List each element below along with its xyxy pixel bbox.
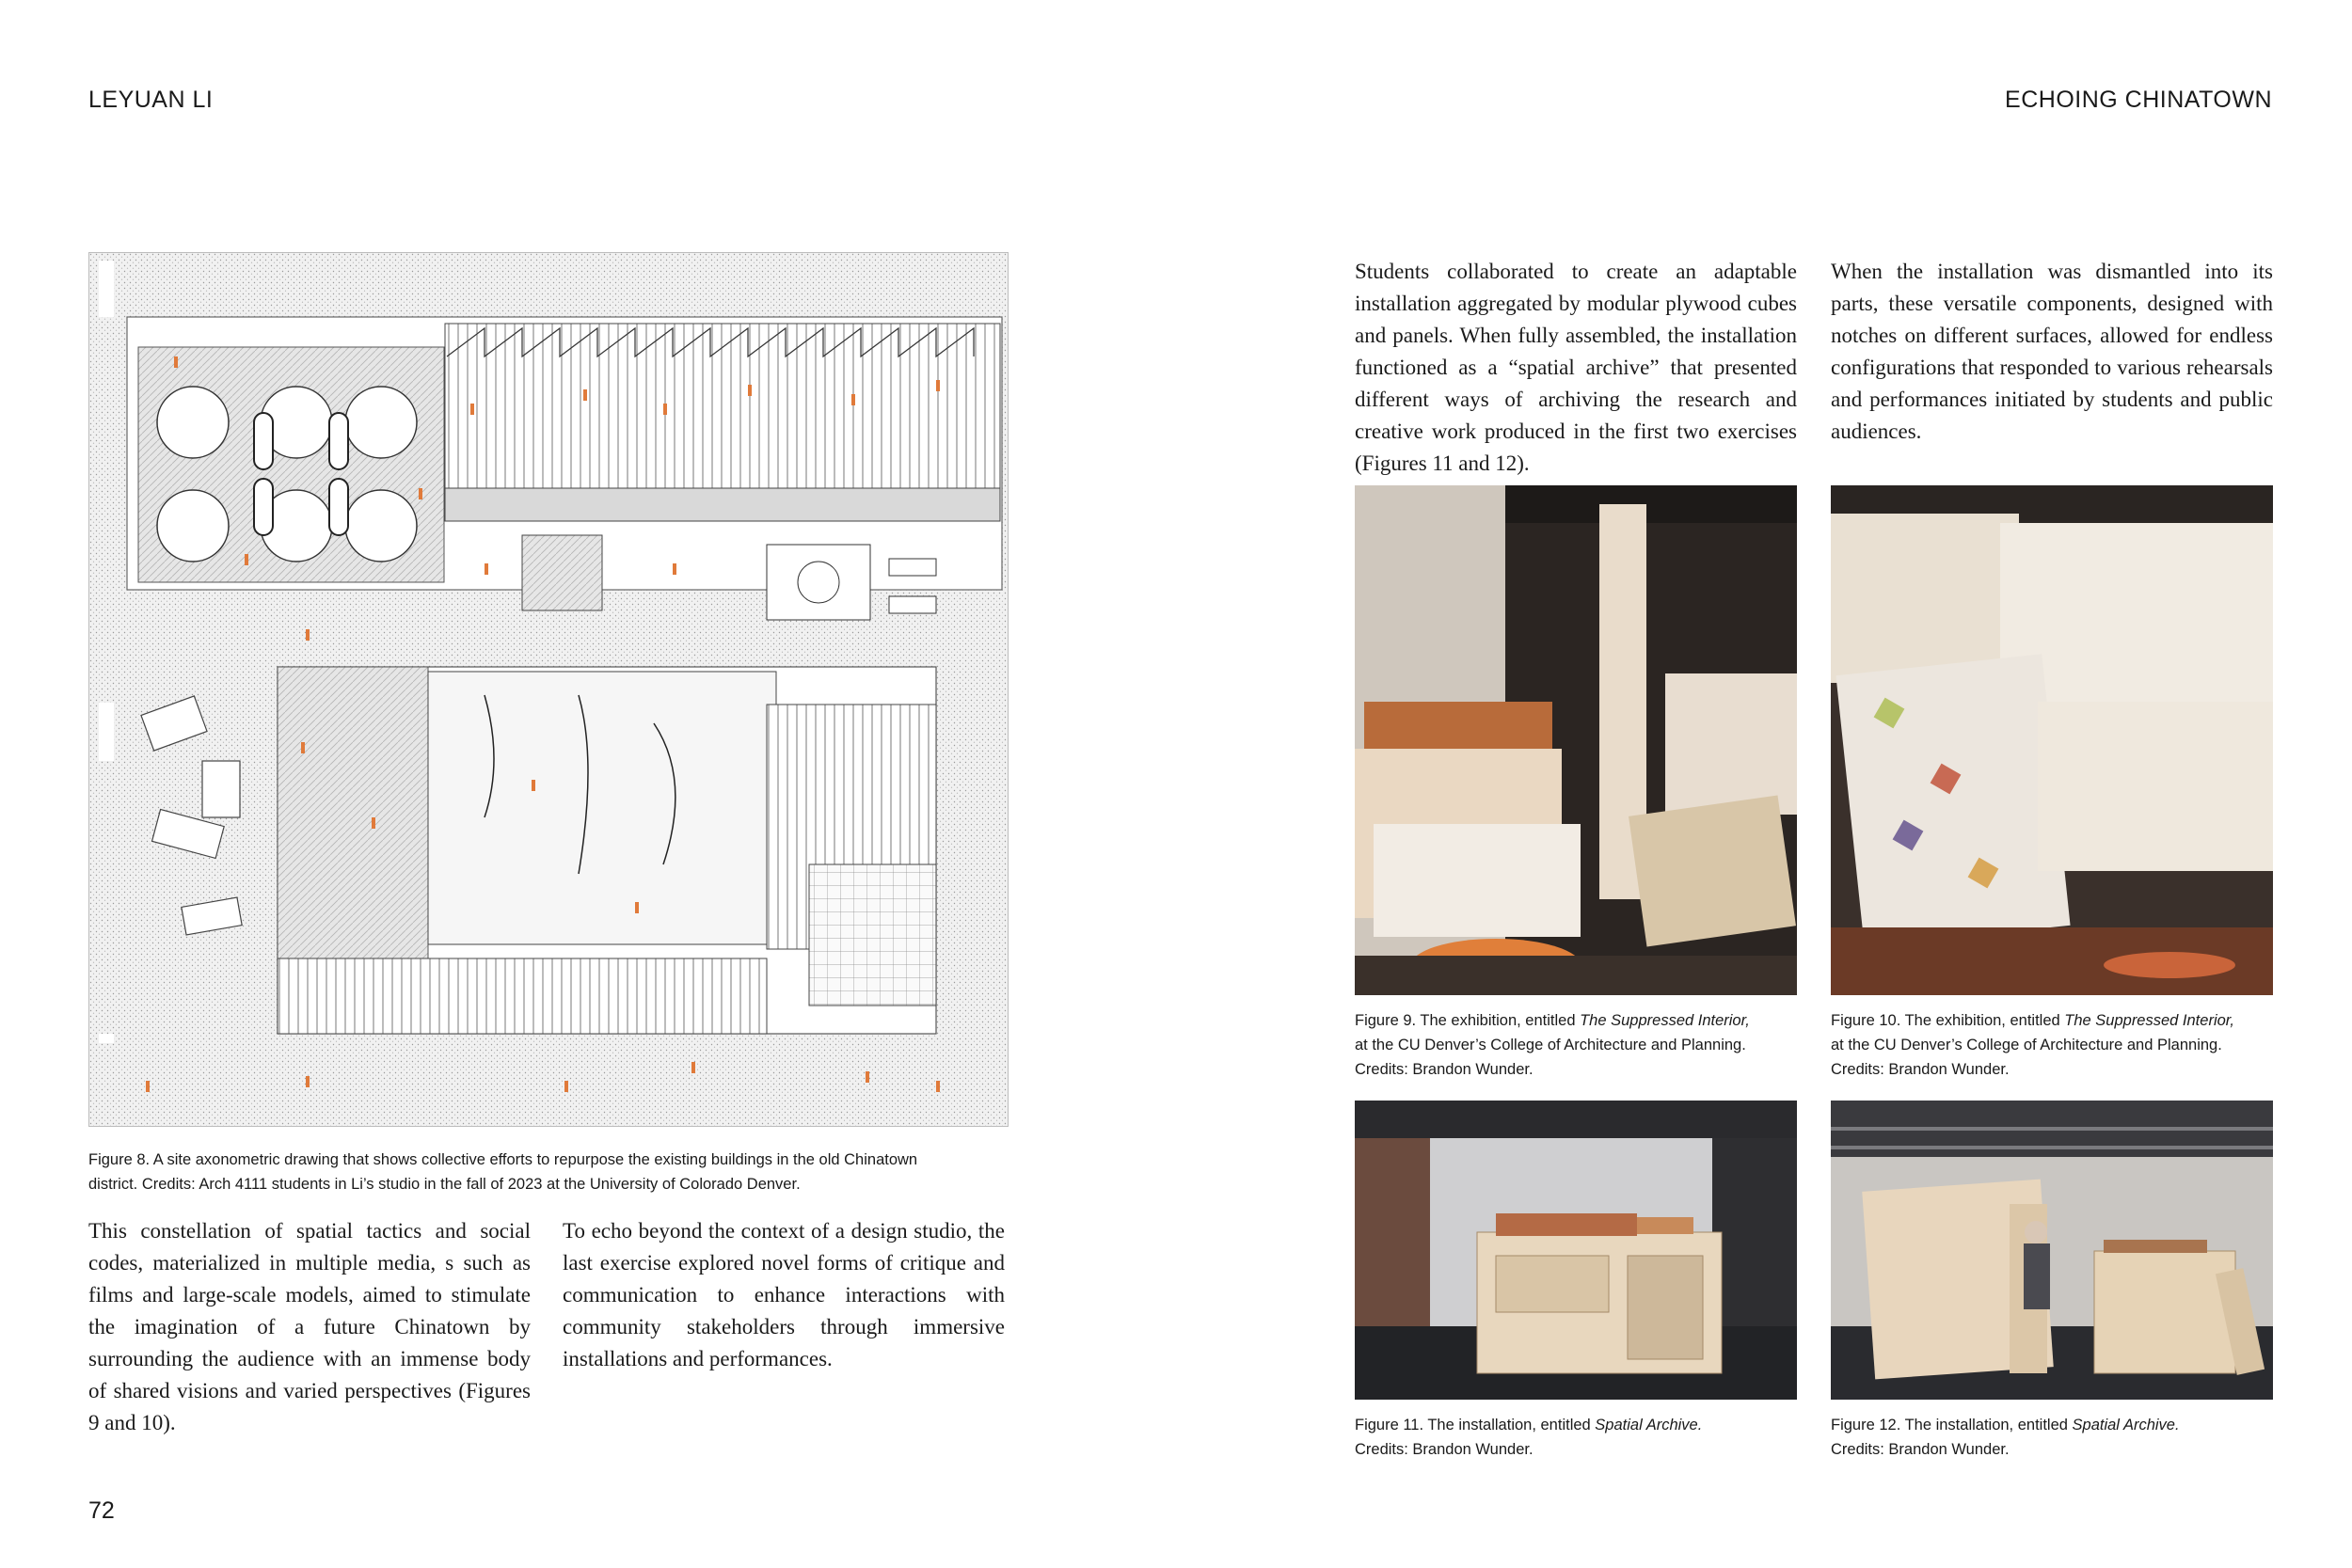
figure-10-caption-line-2: at the CU Denver’s College of Architecture and Planning. xyxy=(1831,1037,2222,1053)
figure-10-caption xyxy=(1831,1008,2292,1082)
page-number: 72 xyxy=(88,1497,115,1524)
figure-10-caption-line-3: Credits: Brandon Wunder. xyxy=(1831,1061,2010,1078)
exhibition-photo-2 xyxy=(1831,485,2273,995)
figure-12-caption-title: Spatial Archive. xyxy=(2072,1417,2180,1433)
figure-9-photo xyxy=(1355,485,1797,995)
figure-9-caption-prefix: Figure 9. The exhibition, entitled xyxy=(1355,1012,1581,1029)
figure-12-photo xyxy=(1831,1101,2273,1400)
running-head-author: LEYUAN LI xyxy=(88,87,214,113)
left-body-column-1: This constellation of spatial tactics and social codes, materialized in multiple media, s such as films and large-scale models, aimed to stimulate the imagination of a future Chinatown by surrounding the audience with an immense body of shared visions and varied perspectives (Figures 9 and 10). xyxy=(88,1219,531,1434)
figure-8-caption-line-1: Figure 8. A site axonometric drawing that shows collective efforts to repurpose the existing buildings in the old Chinatown xyxy=(88,1151,918,1168)
figure-12-caption-prefix: Figure 12. The installation, entitled xyxy=(1831,1417,2073,1433)
figure-11-photo xyxy=(1355,1101,1797,1400)
figure-8-caption-line-2: district. Credits: Arch 4111 students in Li’s studio in the fall of 2023 at the University of Colorado Denver. xyxy=(88,1176,801,1193)
figure-12-caption-line-2: Credits: Brandon Wunder. xyxy=(1831,1441,2010,1458)
right-body-column-1: Students collaborated to create an adaptable installation aggregated by modular plywood cubes and panels. When fully assembled, the installation functioned as a “spatial archive” that presented different ways of archiving the research and creative work produced in the first two exercises (Figures 11 and 12). xyxy=(1355,260,1797,475)
figure-9-caption xyxy=(1355,1008,1816,1082)
figure-8-site-drawing xyxy=(88,252,1009,1127)
figure-11-caption-prefix: Figure 11. The installation, entitled xyxy=(1355,1417,1596,1433)
running-head-title: ECHOING CHINATOWN xyxy=(2005,87,2272,113)
exhibition-photo-1 xyxy=(1355,485,1797,995)
site-axonometric-illustration xyxy=(89,253,1008,1126)
installation-photo-2 xyxy=(1831,1101,2273,1400)
figure-11-caption-title: Spatial Archive. xyxy=(1595,1417,1703,1433)
figure-11-caption xyxy=(1355,1413,1816,1462)
right-body-column-2: When the installation was dismantled into its parts, these versatile components, designed with notches on different surfaces, allowed for endless configurations that responded to various rehearsals and performances initiated by students and public audiences. xyxy=(1831,260,2273,443)
figure-11-caption-line-2: Credits: Brandon Wunder. xyxy=(1355,1441,1534,1458)
figure-9-caption-title: The Suppressed Interior, xyxy=(1580,1012,1750,1029)
figure-9-caption-line-3: Credits: Brandon Wunder. xyxy=(1355,1061,1534,1078)
figure-10-caption-prefix: Figure 10. The exhibition, entitled xyxy=(1831,1012,2065,1029)
figure-10-photo xyxy=(1831,485,2273,995)
figure-8-caption xyxy=(88,1148,1010,1196)
installation-photo-1 xyxy=(1355,1101,1797,1400)
figure-12-caption xyxy=(1831,1413,2292,1462)
figure-10-caption-title: The Suppressed Interior, xyxy=(2064,1012,2234,1029)
figure-9-caption-line-2: at the CU Denver’s College of Architecture and Planning. xyxy=(1355,1037,1746,1053)
left-body-column-2: To echo beyond the context of a design studio, the last exercise explored novel forms of critique and communication to enhance interactions with community stakeholders through immersive installations and performances. xyxy=(563,1219,1005,1370)
